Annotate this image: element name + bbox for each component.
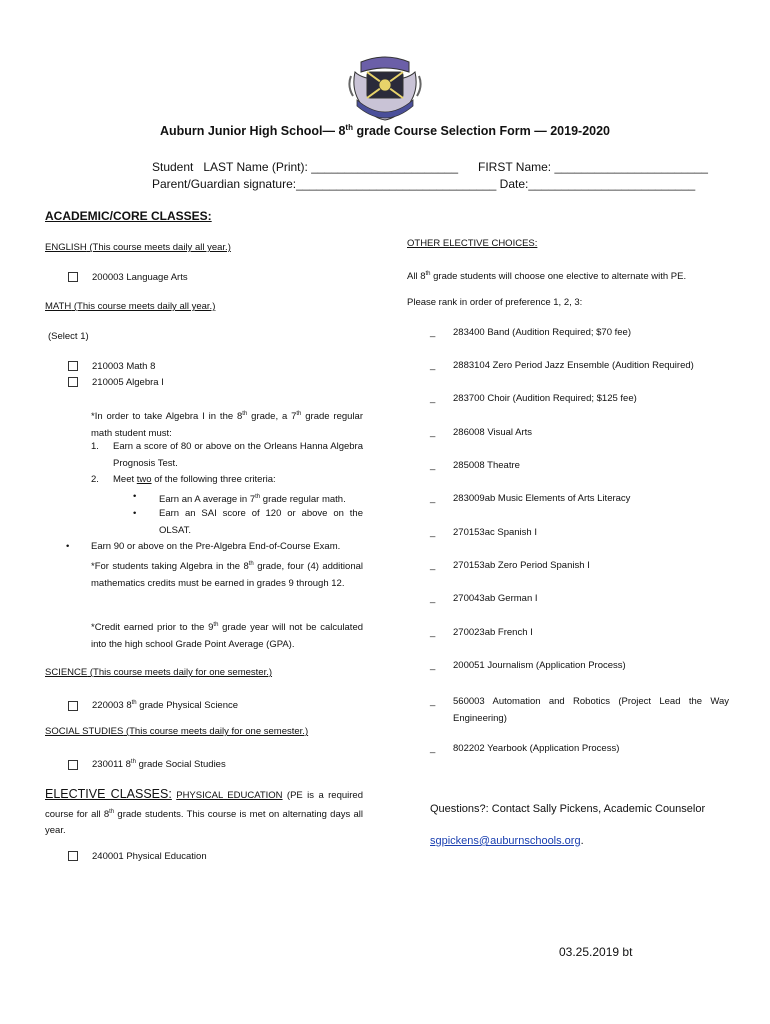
other-electives-intro: All 8th grade students will choose one elective to alternate with PE.: [407, 271, 687, 283]
criteria-bullet: •: [66, 541, 70, 552]
last-name-blank[interactable]: ______________________: [311, 160, 459, 174]
algebra-credits-note: *For students taking Algebra in the 8th grade, four (4) additional mathematics credits must be earned in grades 9 through 12.: [91, 561, 363, 589]
pe-course[interactable]: 240001 Physical Education: [68, 851, 207, 863]
checkbox[interactable]: [68, 377, 78, 387]
elective-choice[interactable]: _ 286008 Visual Arts: [430, 427, 533, 438]
criteria-bullet: •: [133, 508, 137, 519]
contact-question: Questions?: Contact Sally Pickens, Academic Counselor: [430, 803, 706, 815]
elective-choice[interactable]: _ 270023ab French I: [430, 627, 533, 638]
science-course[interactable]: 220003 8th grade Physical Science: [68, 697, 238, 712]
english-heading: ENGLISH (This course meets daily all year.): [45, 242, 231, 253]
student-name-line: Student LAST Name (Print): ______________________ FIRST Name: _______________________: [152, 160, 708, 174]
school-crest-logo: [347, 50, 423, 122]
criteria-1: Earn an A average in 7th grade regular math.: [159, 494, 346, 506]
checkbox[interactable]: [68, 361, 78, 371]
checkbox[interactable]: [68, 701, 78, 711]
math-course-2[interactable]: 210005 Algebra I: [68, 377, 164, 389]
elective-choice[interactable]: _ 270153ac Spanish I: [430, 527, 537, 538]
english-course[interactable]: 200003 Language Arts: [68, 272, 188, 284]
first-name-blank[interactable]: _______________________: [554, 160, 708, 174]
social-studies-course[interactable]: 230011 8th grade Social Studies: [68, 756, 226, 771]
social-studies-heading: SOCIAL STUDIES (This course meets daily for one semester.): [45, 726, 309, 737]
elective-choice[interactable]: _ 285008 Theatre: [430, 460, 520, 471]
academic-heading: ACADEMIC/CORE CLASSES:: [45, 209, 212, 223]
rank-instructions: Please rank in order of preference 1, 2, 3:: [407, 297, 583, 308]
elective-choice[interactable]: _ 283400 Band (Audition Required; $70 fee): [430, 327, 631, 338]
elective-choice[interactable]: _ 270153ab Zero Period Spanish I: [430, 560, 590, 571]
form-title: Auburn Junior High School— 8th grade Course Selection Form — 2019-2020: [159, 123, 611, 139]
req-item-num-2: 2.: [91, 474, 99, 485]
elective-choice[interactable]: _ 283009ab Music Elements of Arts Literacy: [430, 493, 631, 504]
gpa-note: *Credit earned prior to the 9th grade year will not be calculated into the high school Grade Point Average (GPA).: [91, 622, 364, 650]
contact-email-line: sgpickens@auburnschools.org.: [430, 835, 584, 847]
science-heading: SCIENCE (This course meets daily for one semester.): [45, 667, 273, 678]
school-crest-icon: [347, 50, 423, 122]
other-electives-heading: OTHER ELECTIVE CHOICES:: [407, 238, 538, 249]
elective-choice[interactable]: _ 200051 Journalism (Application Process): [430, 660, 626, 671]
elective-choice[interactable]: _ 270043ab German I: [430, 593, 538, 604]
checkbox[interactable]: [68, 851, 78, 861]
algebra-requirements: *In order to take Algebra I in the 8th grade, a 7th grade regular math student must:: [91, 411, 363, 439]
req-item-num-1: 1.: [91, 441, 99, 452]
date-blank[interactable]: _________________________: [528, 177, 696, 191]
elective-choice[interactable]: _ 2883104 Zero Period Jazz Ensemble (Audition Required): [430, 360, 694, 371]
req-item-1: Earn a score of 80 or above on the Orleans Hanna Algebra Prognosis Test.: [113, 441, 363, 469]
math-select-note: (Select 1): [48, 331, 89, 342]
elective-choice[interactable]: _ 560003 Automation and Robotics (Project Lead the Way Engineering): [430, 696, 729, 724]
form-version-code: 03.25.2019 bt: [559, 945, 633, 959]
criteria-2: Earn an SAI score of 120 or above on the OLSAT.: [159, 508, 363, 536]
criteria-bullet: •: [133, 491, 137, 502]
elective-choice[interactable]: _ 283700 Choir (Audition Required; $125 fee): [430, 393, 637, 404]
elective-choice[interactable]: _ 802202 Yearbook (Application Process): [430, 743, 620, 754]
signature-line: Parent/Guardian signature:______________________________ Date:_________________________: [152, 177, 696, 191]
counselor-email-link[interactable]: sgpickens@auburnschools.org: [430, 835, 581, 847]
math-course-1[interactable]: 210003 Math 8: [68, 361, 155, 373]
signature-blank[interactable]: ______________________________: [296, 177, 497, 191]
req-item-2: Meet two of the following three criteria:: [113, 474, 276, 485]
math-heading: MATH (This course meets daily all year.): [45, 301, 216, 312]
elective-pe-block: ELECTIVE CLASSES: PHYSICAL EDUCATION (PE is a required course for all 8th grade students. This course is met on alternating days all year.: [45, 787, 363, 837]
checkbox[interactable]: [68, 272, 78, 282]
criteria-3: Earn 90 or above on the Pre-Algebra End-of-Course Exam.: [91, 541, 341, 552]
checkbox[interactable]: [68, 760, 78, 770]
